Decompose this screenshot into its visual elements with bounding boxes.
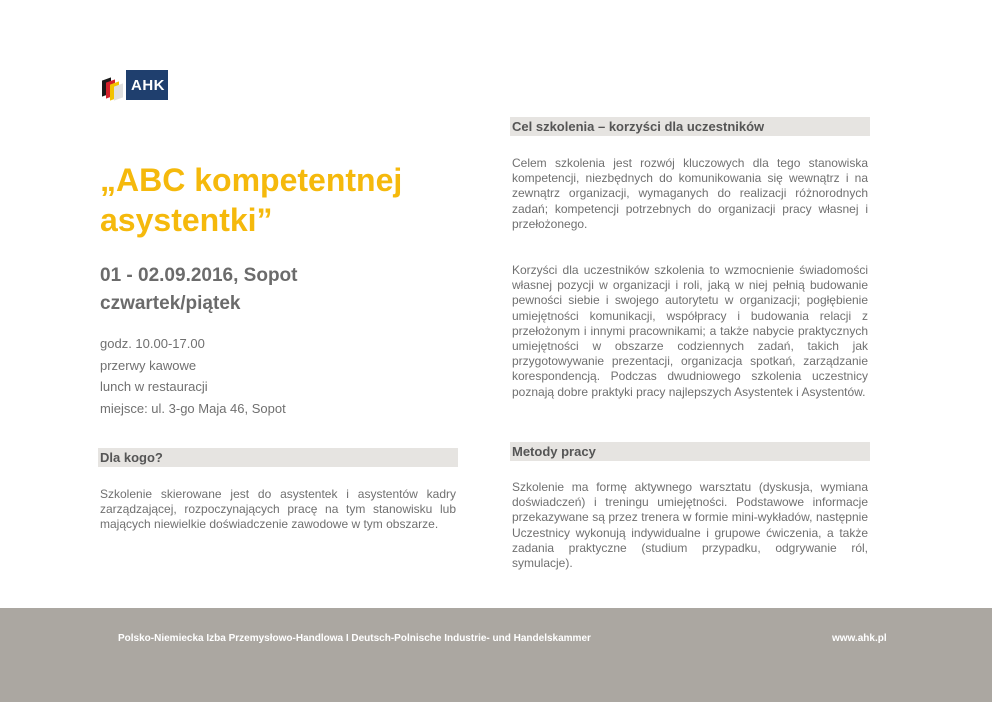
goal-heading: Cel szkolenia – korzyści dla uczestników [510, 117, 870, 136]
footer [0, 608, 992, 702]
flag-icon [100, 70, 126, 100]
goal-text-2: Korzyści dla uczestników szkolenia to wzmocnienie świadomości własnej pozycji w organizacji i roli, jaką w niej pełnią budowanie pewności siebie i swojego autorytetu w organizacji; pogłębienie umiejętności komunikacji, współpracy i budowania relacji z przełożonym i innymi pracownikami; a także nabycie praktycznych umiejętności w obszarze codziennych zadań, takich jak przygotowywanie prezentacji, organizacja spotkań, zarządzanie korespondencją. Podczas dwudniowego szkolenia uczestnicy poznają dobre praktyki pracy najlepszych Asystentek i Asystentów. [512, 263, 868, 399]
event-details [100, 333, 400, 419]
detail-hours: godz. 10.00-17.00 [100, 336, 205, 351]
detail-location: miejsce: ul. 3-go Maja 46, Sopot [100, 400, 286, 416]
event-dates [100, 262, 400, 318]
footer-url[interactable]: www.ahk.pl [832, 633, 887, 644]
goal-text-1: Celem szkolenia jest rozwój kluczowych dla tego stanowiska kompetencji, niezbędnych do komunikowania się wewnątrz i na zewnątrz organizacji, wymaganych do realizacji różnorodnych zadań; kompetencji potrzebnych do organizacji pracy własnej i przełożonego. [512, 156, 868, 231]
for-whom-heading: Dla kogo? [98, 448, 458, 467]
dates-line: 01 - 02.09.2016, Sopot [100, 265, 298, 286]
ahk-logo [100, 70, 168, 100]
methods-text: Szkolenie ma formę aktywnego warsztatu (dyskusja, wymiana doświadczeń) i treningu umiejętności. Podstawowe informacje przekazywane są przez trenera w formie mini-wykładów, następnie Uczestnicy wykonują indywidualne i grupowe ćwiczenia, a także zadania praktyczne (studium przypadku, odgrywanie ról, symulacje). [512, 480, 868, 571]
days-line: czwartek/piątek [100, 293, 241, 314]
detail-lunch: lunch w restauracji [100, 379, 208, 394]
for-whom-text: Szkolenie skierowane jest do asystentek i asystentów kadry zarządzającej, rozpoczynających pracę na tym stanowisku lub mających niewielkie doświadczenie zawodowe w tym obszarze. [100, 487, 456, 532]
logo-text: AHK [131, 76, 165, 94]
detail-coffee: przerwy kawowe [100, 357, 197, 373]
methods-heading: Metody pracy [510, 442, 870, 461]
footer-org-text: Polsko-Niemiecka Izba Przemysłowo-Handlowa I Deutsch-Polnische Industrie- und Handelskammer [118, 633, 591, 644]
page-title: „ABC kompetentnej asystentki” [100, 162, 403, 238]
